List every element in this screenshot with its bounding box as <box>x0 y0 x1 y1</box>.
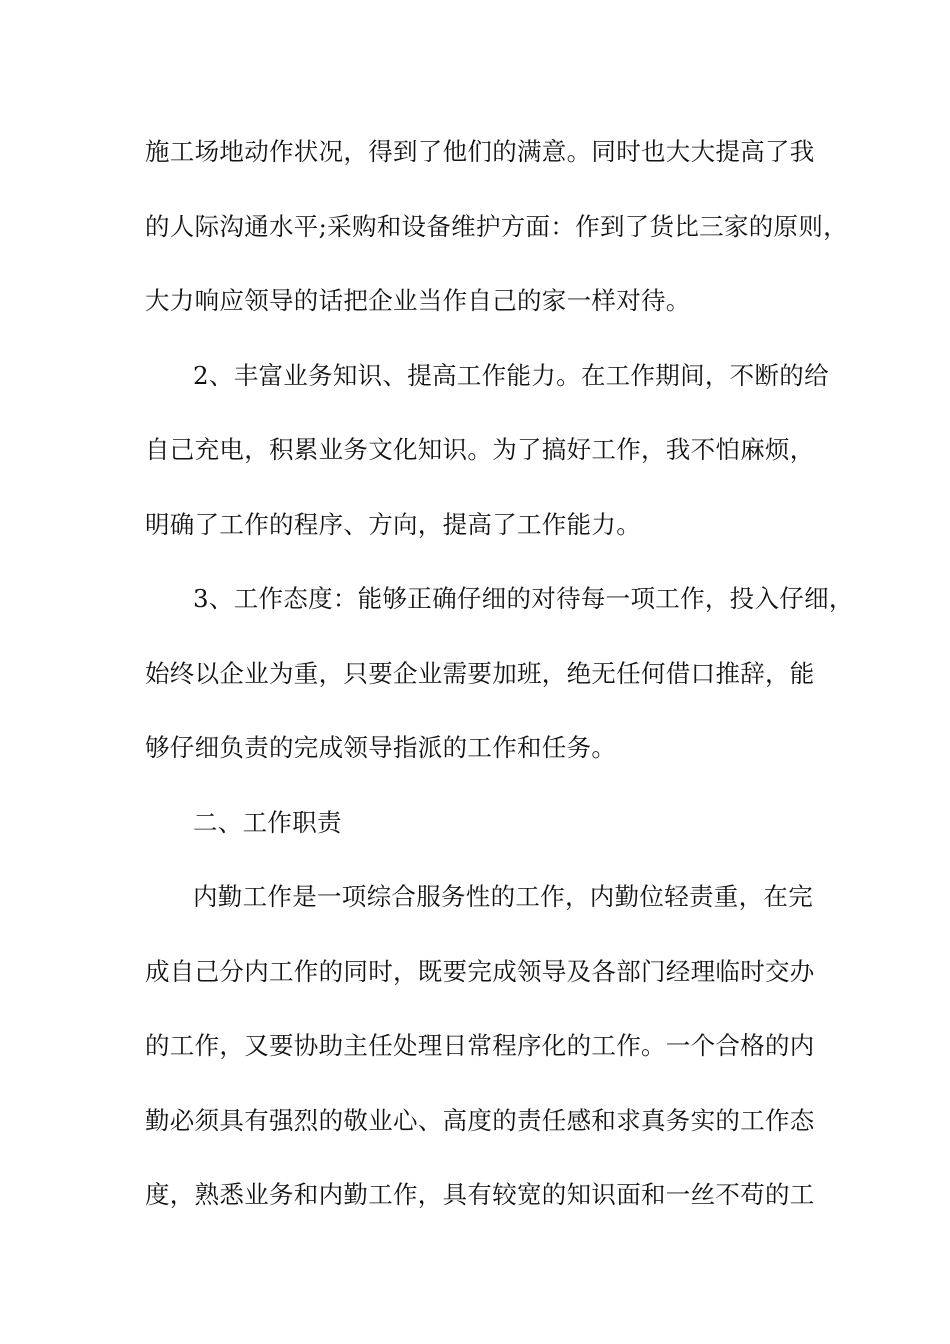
text-line: 的人际沟通水平;采购和设备维护方面：作到了货比三家的原则， <box>145 212 848 241</box>
text-line: 内勤工作是一项综合服务性的工作，内勤位轻责重，在完 <box>193 882 813 911</box>
text-line: 始终以企业为重，只要企业需要加班，绝无任何借口推辞，能 <box>145 659 815 688</box>
text-line: 大力响应领导的话把企业当作自己的家一样对待。 <box>145 286 691 315</box>
text-line: 施工场地动作状况，得到了他们的满意。同时也大大提高了我 <box>145 137 815 166</box>
section-heading: 二、工作职责 <box>193 808 342 837</box>
text-line: 3、工作态度：能够正确仔细的对待每一项工作，投入仔细， <box>193 584 854 613</box>
text-line: 的工作，又要协助主任处理日常程序化的工作。一个合格的内 <box>145 1031 815 1060</box>
text-line: 成自己分内工作的同时，既要完成领导及各部门经理临时交办 <box>145 957 815 986</box>
text-line: 够仔细负责的完成领导指派的工作和任务。 <box>145 733 617 762</box>
text-line: 2、丰富业务知识、提高工作能力。在工作期间，不断的给 <box>193 361 829 390</box>
text-line: 明确了工作的程序、方向，提高了工作能力。 <box>145 510 641 539</box>
text-line: 勤必须具有强烈的敬业心、高度的责任感和求真务实的工作态 <box>145 1106 815 1135</box>
text-line: 度，熟悉业务和内勤工作，具有较宽的知识面和一丝不苟的工 <box>145 1180 815 1209</box>
text-line: 自己充电，积累业务文化知识。为了搞好工作，我不怕麻烦， <box>145 435 815 464</box>
